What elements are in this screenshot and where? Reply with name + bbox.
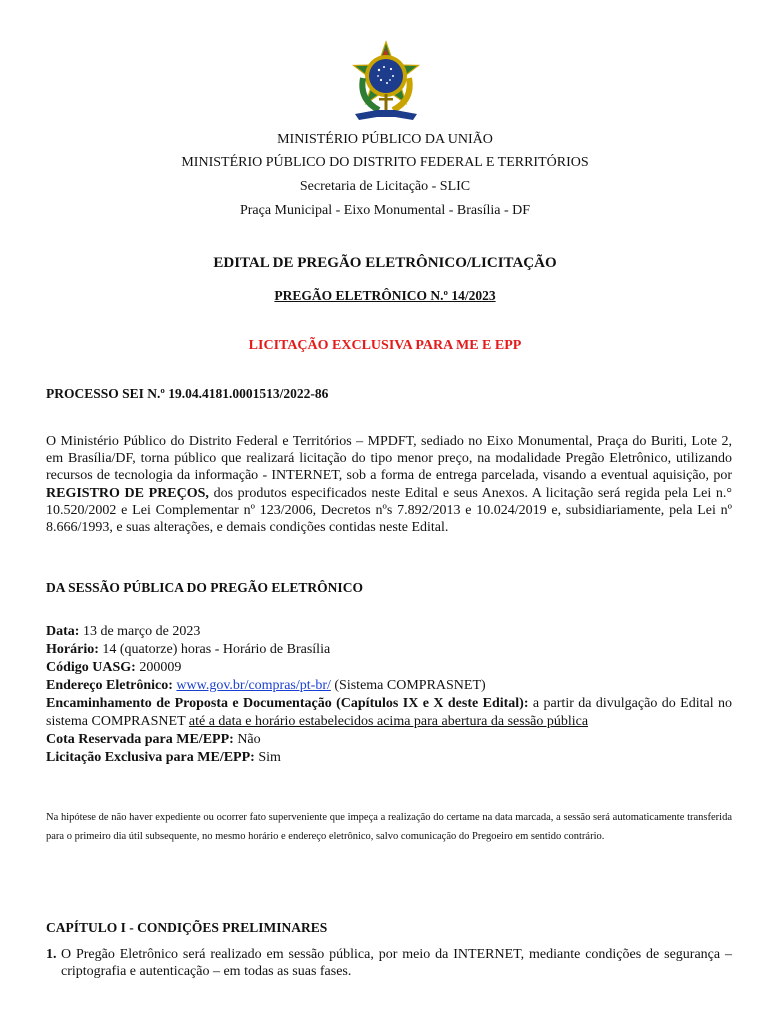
session-submission — [46, 695, 732, 731]
intro-text-2: dos produtos especificados neste Edital e seus Anexos. A licitação será regida pela Lei n.° 10.520/2002 e Lei Complementar nº 123/2006, Decretos nºs 7.892/2013 e 10.024/2019 e, subsidiariamente, pela Lei nº 8.666/1993, e suas alterações, e demais condições contidas neste Edital. — [46, 485, 732, 536]
session-submission-label: Encaminhamento de Proposta e Documentação (Capítulos IX e X deste Edital): — [46, 696, 529, 711]
session-address-label: Endereço Eletrônico: — [46, 678, 173, 693]
session-quota-label: Cota Reservada para ME/EPP: — [46, 732, 234, 747]
session-address-suffix: (Sistema COMPRASNET) — [330, 678, 486, 693]
intro-bold: REGISTRO DE PREÇOS, — [46, 485, 209, 501]
intro-text-1: O Ministério Público do Distrito Federal e Territórios – MPDFT, sediado no Eixo Monumental, Praça do Buriti, Lote 2, em Brasília/DF, torna público que realizará licitação do tipo menor preço, na modalidade Pregão Eletrônico, utilizando recursos de tecnologia da informação - INTERNET, sob a forma de entrega parcelada, visando a eventual aquisição, por — [46, 434, 732, 484]
chapter-1-item-1 — [46, 946, 732, 980]
header-org-1: MINISTÉRIO PÚBLICO DA UNIÃO — [277, 132, 493, 147]
processo-number: PROCESSO SEI N.º 19.04.4181.0001513/2022-86 — [46, 386, 329, 401]
document-subtitle: PREGÃO ELETRÔNICO N.º 14/2023 — [274, 288, 496, 303]
postponement-note: Na hipótese de não haver expediente ou ocorrer fato superveniente que impeça a realização do certame na data marcada, a sessão será automaticamente transferida para o primeiro dia útil subsequente, no mesmo horário e endereço eletrônico, salvo comunicação do Pregoeiro em sentido contrário. — [46, 812, 732, 842]
header-dept: Secretaria de Licitação - SLIC — [299, 179, 471, 194]
intro-paragraph — [46, 433, 732, 536]
exclusive-notice: LICITAÇÃO EXCLUSIVA PARA ME E EPP — [248, 338, 522, 353]
session-exclusive-value: Sim — [254, 750, 281, 765]
session-exclusive-label: Licitação Exclusiva para ME/EPP: — [46, 750, 255, 765]
item-text: O Pregão Eletrônico será realizado em sessão pública, por meio da INTERNET, mediante condições de segurança – criptografia e autenticação – em todas as suas fases. — [61, 947, 732, 980]
session-address — [46, 677, 732, 695]
session-heading: DA SESSÃO PÚBLICA DO PREGÃO ELETRÔNICO — [46, 580, 363, 595]
session-date-value: 13 de março de 2023 — [79, 624, 201, 639]
session-details — [46, 623, 732, 767]
session-date-label: Data: — [46, 624, 80, 639]
session-time-label: Horário: — [46, 642, 99, 657]
item-number: 1. — [46, 947, 57, 962]
session-submission-text: a partir da divulgação do Edital no sistema COMPRASNET — [46, 696, 732, 729]
session-uasg-label: Código UASG: — [46, 660, 136, 675]
session-quota-value: Não — [233, 732, 261, 747]
chapter-1-heading: CAPÍTULO I - CONDIÇÕES PRELIMINARES — [46, 920, 328, 935]
session-date — [46, 623, 732, 641]
header-address: Praça Municipal - Eixo Monumental - Brasília - DF — [239, 203, 531, 218]
session-submission-underlined: até a data e horário estabelecidos acima para abertura da sessão pública — [188, 714, 589, 729]
session-uasg — [46, 659, 732, 677]
brazil-coat-of-arms-icon — [343, 40, 429, 126]
header-org-2: MINISTÉRIO PÚBLICO DO DISTRITO FEDERAL E TERRITÓRIOS — [181, 155, 589, 170]
session-uasg-value: 200009 — [135, 660, 182, 675]
session-time — [46, 641, 732, 659]
session-quota — [46, 731, 732, 749]
document-title: EDITAL DE PREGÃO ELETRÔNICO/LICITAÇÃO — [213, 255, 557, 271]
session-exclusive — [46, 749, 732, 767]
session-time-value: 14 (quatorze) horas - Horário de Brasília — [98, 642, 331, 657]
compras-link[interactable]: www.gov.br/compras/pt-br/ — [176, 678, 331, 693]
